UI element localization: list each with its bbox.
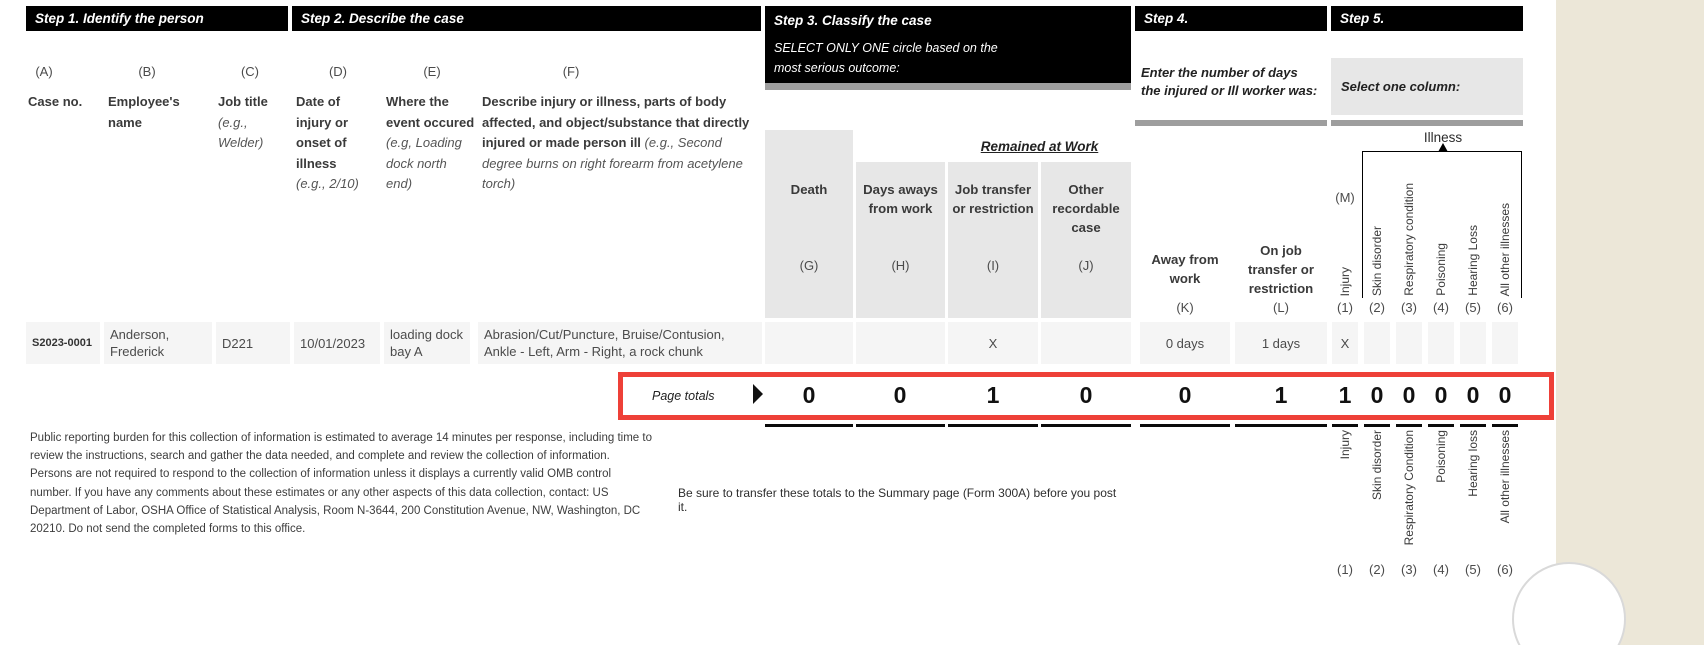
footer-6-num: (6) <box>1497 562 1513 577</box>
col-2-num: (2) <box>1369 300 1385 315</box>
col-g-letter: (G) <box>799 258 819 273</box>
page-totals-label: Page totals <box>652 389 715 403</box>
step3-title: Step 3. Classify the case <box>774 13 932 28</box>
col-d-letter: (D) <box>328 64 348 79</box>
row-respiratory[interactable] <box>1396 322 1422 364</box>
job-transfer-label: Job transfer or restriction <box>952 182 1034 216</box>
paperwork-burden-text: Public reporting burden for this collection of information is estimated to average 14 minutes per response, including time to review the instructions, search and gather the data needed, and complete and review the collection of information. Persons are not required to respond to the collection of information unless it displays a currently valid OMB control number. If you have any comments about these estimates or any other aspects of this data collection, contact: US Department of Labor, OSHA Office of Statistical Analysis, Room N-3644, 200 Constitution Avenue, NW, Washington, DC 20210. Do not send the completed forms to this office. <box>30 432 652 536</box>
col-h-letter: (H) <box>891 258 910 273</box>
illness-group-label: Illness <box>1423 130 1463 145</box>
row-injury[interactable]: X <box>1332 322 1358 364</box>
footer-1-num: (1) <box>1337 562 1353 577</box>
footer-all-other-label: All other illnesses <box>1498 430 1512 524</box>
step5-header <box>1331 6 1523 31</box>
step5-divider <box>1331 120 1523 126</box>
col-f-title: Describe injury or illness, parts of body affected, and object/substance that directly injured or made person ill (e.g., Second degree burns on right forearm from acetylene torch) <box>482 94 750 191</box>
col-e-letter: (E) <box>423 64 441 79</box>
col-5-num: (5) <box>1465 300 1481 315</box>
divider-3 <box>1396 424 1422 427</box>
all-other-col-label: All other illnesses <box>1498 202 1512 296</box>
col-i-letter: (I) <box>986 258 1000 273</box>
footer-injury-label: Injury <box>1338 430 1352 460</box>
injury-col-label: Injury <box>1338 266 1352 296</box>
days-away-label: Days aways from work <box>863 182 938 216</box>
step2-header <box>292 6 761 31</box>
row-date[interactable]: 10/01/2023 <box>294 322 380 364</box>
col-d-title: Date of injury or onset of illness (e.g., 2/10) <box>296 92 378 195</box>
row-other-illness[interactable] <box>1492 322 1518 364</box>
divider-h <box>856 424 945 427</box>
row-hearing[interactable] <box>1460 322 1486 364</box>
col-e-example: (e.g, Loading dock north end) <box>386 135 462 191</box>
col-m-letter: (M) <box>1335 190 1355 205</box>
total-skin: 0 <box>1370 382 1384 408</box>
col-c-letter: (C) <box>240 64 260 79</box>
footer-2-num: (2) <box>1369 562 1385 577</box>
row-transfer-days[interactable]: 1 days <box>1235 322 1327 364</box>
total-away-days: 0 <box>1178 382 1192 408</box>
step5-instruction-box <box>1331 58 1523 115</box>
col-b-title: Employee's name <box>108 94 180 130</box>
col-d-example: (e.g., 2/10) <box>296 176 359 191</box>
step5-title: Step 5. <box>1340 11 1385 26</box>
step1-header <box>26 6 288 31</box>
col-a-title: Case no. <box>28 94 83 109</box>
col-l-letter: (L) <box>1273 300 1289 315</box>
col-b-letter: (B) <box>138 64 156 79</box>
divider-i <box>948 424 1038 427</box>
footer-3-num: (3) <box>1401 562 1417 577</box>
step2-title: Step 2. Describe the case <box>301 11 464 26</box>
row-skin[interactable] <box>1364 322 1390 364</box>
row-away-days[interactable]: 0 days <box>1140 322 1230 364</box>
divider-k <box>1140 424 1230 427</box>
col-j-letter: (J) <box>1078 258 1094 273</box>
row-where[interactable]: loading dock bay A <box>384 322 470 364</box>
col-c-example: (e.g., Welder) <box>218 114 264 150</box>
step4-divider <box>1135 120 1327 126</box>
other-recordable-label: Other recordable case <box>1052 182 1120 235</box>
row-poisoning[interactable] <box>1428 322 1454 364</box>
row-description[interactable]: Abrasion/Cut/Puncture, Bruise/Contusion, Ankle - Left, Arm - Right, a rock chunk <box>478 322 762 364</box>
col-f-letter: (F) <box>562 64 580 79</box>
col-6-num: (6) <box>1497 300 1513 315</box>
footer-respiratory-label: Respiratory Condition <box>1402 430 1416 546</box>
divider-2 <box>1364 424 1390 427</box>
skin-disorder-col-label: Skin disorder <box>1370 225 1384 296</box>
respiratory-col-label: Respiratory condition <box>1402 183 1416 296</box>
step3-note: SELECT ONLY ONE circle based on the most serious outcome: <box>774 41 998 75</box>
hearing-loss-col-label: Hearing Loss <box>1466 225 1480 296</box>
col-1-num: (1) <box>1337 300 1353 315</box>
divider-1 <box>1332 424 1358 427</box>
footer-skin-label: Skin disorder <box>1370 430 1384 501</box>
total-other-illness: 0 <box>1498 382 1512 408</box>
row-case-no[interactable]: S2023-0001 <box>26 322 100 364</box>
row-death[interactable] <box>765 322 853 364</box>
footer-hearing-label: Hearing loss <box>1466 430 1480 497</box>
divider-4 <box>1428 424 1454 427</box>
page-margin-strip <box>1556 0 1704 645</box>
total-days-away: 0 <box>893 382 907 408</box>
divider-j <box>1041 424 1131 427</box>
col-e-title: Where the event occured (e.g, Loading dock north end) <box>386 92 476 195</box>
away-from-work-label: Away from work <box>1151 252 1219 286</box>
col-a-letter: (A) <box>35 64 53 79</box>
row-job-transfer[interactable]: X <box>948 322 1038 364</box>
step5-instruction: Select one column: <box>1341 79 1461 94</box>
step4-instruction: Enter the number of days the injured or Ill worker was: <box>1141 65 1318 98</box>
row-other-recordable[interactable] <box>1041 322 1131 364</box>
col-c-title: Job title (e.g., Welder) <box>218 92 292 154</box>
death-label: Death <box>790 182 828 197</box>
on-job-transfer-label: On job transfer or restriction <box>1248 243 1314 296</box>
divider-l <box>1235 424 1327 427</box>
row-employee-name[interactable]: Anderson, Frederick <box>104 322 212 364</box>
step4-header <box>1135 6 1327 31</box>
divider-6 <box>1492 424 1518 427</box>
col-3-num: (3) <box>1401 300 1417 315</box>
step4-title: Step 4. <box>1144 11 1189 26</box>
total-job-transfer: 1 <box>986 382 1000 408</box>
row-job-title[interactable]: D221 <box>216 322 290 364</box>
col-k-letter: (K) <box>1176 300 1194 315</box>
total-death: 0 <box>802 382 816 408</box>
total-injury: 1 <box>1338 382 1352 408</box>
divider-g <box>765 424 853 427</box>
footer-5-num: (5) <box>1465 562 1481 577</box>
footer-poisoning-label: Poisoning <box>1434 430 1448 483</box>
total-hearing: 0 <box>1466 382 1480 408</box>
step1-title: Step 1. Identify the person <box>35 11 204 26</box>
step3-divider <box>765 83 1131 90</box>
total-respiratory: 0 <box>1402 382 1416 408</box>
row-days-away[interactable] <box>856 322 945 364</box>
footer-4-num: (4) <box>1433 562 1449 577</box>
divider-5 <box>1460 424 1486 427</box>
poisoning-col-label: Poisoning <box>1434 243 1448 296</box>
col-4-num: (4) <box>1433 300 1449 315</box>
total-other-recordable: 0 <box>1079 382 1093 408</box>
remained-at-work-label: Remained at Work <box>980 139 1099 154</box>
page-totals-arrow-icon <box>753 384 763 404</box>
total-poisoning: 0 <box>1434 382 1448 408</box>
transfer-totals-note: Be sure to transfer these totals to the Summary page (Form 300A) before you post it. <box>678 486 1117 514</box>
step3-header <box>765 6 1131 83</box>
total-transfer-days: 1 <box>1274 382 1288 408</box>
col-death-box <box>765 130 853 318</box>
col-f-example: (e.g., Second degree burns on right forearm from acetylene torch) <box>482 135 743 191</box>
